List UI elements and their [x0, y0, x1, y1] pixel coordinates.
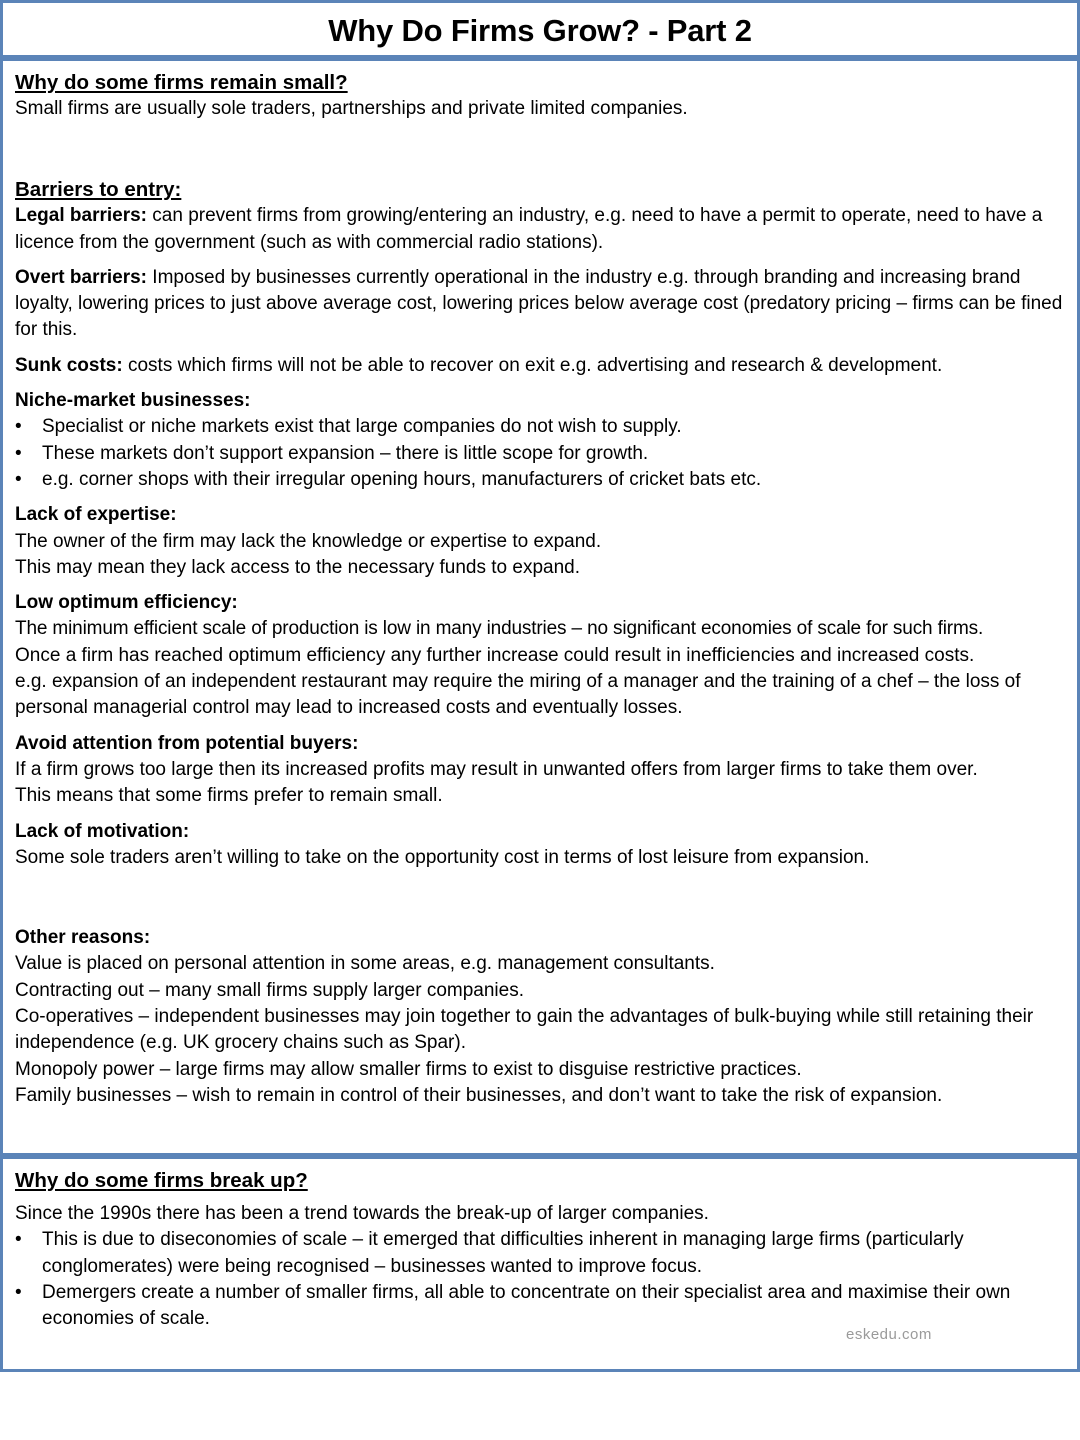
niche-heading: Niche-market businesses:	[15, 390, 251, 412]
niche-block	[15, 388, 1065, 493]
efficiency-block	[15, 590, 1065, 721]
remain-small-heading: Why do some firms remain small?	[15, 71, 348, 94]
overt-barriers-paragraph	[15, 265, 1065, 344]
legal-barriers-text: can prevent firms from growing/entering an industry, e.g. need to have a permit to operate, need to have a licence from the government (such as with commercial radio stations).	[15, 205, 1043, 253]
remain-small-section	[0, 58, 1080, 1156]
text-line: Monopoly power – large firms may allow smaller firms to exist to disguise restrictive practices.	[15, 1058, 802, 1080]
barriers-heading: Barriers to entry:	[15, 178, 182, 202]
break-up-heading: Why do some firms break up?	[15, 1169, 308, 1192]
niche-list	[15, 414, 1065, 493]
overt-barriers-label: Overt barriers:	[15, 266, 148, 288]
sunk-costs-paragraph	[15, 353, 1065, 379]
break-up-list	[15, 1227, 1065, 1332]
text-line: Once a firm has reached optimum efficiency any further increase could result in inefficiencies and increased costs.	[15, 644, 975, 666]
motivation-heading: Lack of motivation:	[15, 820, 190, 842]
text-line: If a firm grows too large then its increased profits may result in unwanted offers from larger firms to take them over.	[15, 758, 978, 780]
sunk-costs-text: costs which firms will not be able to recover on exit e.g. advertising and research & development.	[122, 354, 943, 376]
text-line: Family businesses – wish to remain in control of their businesses, and don’t want to take the risk of expansion.	[15, 1084, 943, 1106]
remain-small-intro: Small firms are usually sole traders, partnerships and private limited companies.	[15, 98, 688, 119]
legal-barriers-paragraph	[15, 203, 1065, 256]
attention-heading: Avoid attention from potential buyers:	[15, 732, 359, 754]
list-item: • Specialist or niche markets exist that large companies do not wish to supply.	[15, 414, 1065, 440]
legal-barriers-label: Legal barriers:	[15, 205, 147, 227]
text-line: Some sole traders aren’t willing to take on the opportunity cost in terms of lost leisure from expansion.	[15, 846, 870, 868]
list-item: • These markets don’t support expansion – there is little scope for growth.	[15, 441, 1065, 467]
sunk-costs-label: Sunk costs:	[15, 354, 123, 376]
list-item: • e.g. corner shops with their irregular opening hours, manufacturers of cricket bats etc.	[15, 467, 1065, 493]
other-reasons-heading: Other reasons:	[15, 927, 151, 949]
efficiency-heading: Low optimum efficiency:	[15, 592, 238, 614]
text-line: This may mean they lack access to the necessary funds to expand.	[15, 556, 581, 578]
list-item: • Demergers create a number of smaller firms, all able to concentrate on their specialist area and maximise their own economies of scale.	[15, 1280, 1065, 1333]
text-line: Co-operatives – independent businesses may join together to gain the advantages of bulk-buying while still retaining their independence (e.g. UK grocery chains such as Spar).	[15, 1006, 1034, 1054]
expertise-block	[15, 502, 1065, 581]
page-title: Why Do Firms Grow? - Part 2	[328, 13, 752, 48]
break-up-intro: Since the 1990s there has been a trend towards the break-up of larger companies.	[15, 1203, 709, 1224]
text-line: The owner of the firm may lack the knowledge or expertise to expand.	[15, 530, 602, 552]
text-line: Contracting out – many small firms supply larger companies.	[15, 979, 524, 1001]
list-item: • This is due to diseconomies of scale – it emerged that difficulties inherent in managing large firms (particularly conglomerates) were being recognised – businesses wanted to improve focus.	[15, 1227, 1065, 1280]
expertise-heading: Lack of expertise:	[15, 504, 177, 526]
text-line: The minimum efficient scale of production is low in many industries – no significant economies of scale for such firms.	[15, 618, 984, 640]
text-line: This means that some firms prefer to remain small.	[15, 785, 443, 807]
overt-barriers-text: Imposed by businesses currently operational in the industry e.g. through branding and increasing brand loyalty, lowering prices to just above average cost, lowering prices below average cost (predatory pricing – firms can be fined for this.	[15, 266, 1063, 341]
text-line: e.g. expansion of an independent restaurant may require the miring of a manager and the training of a chef – the loss of personal managerial control may lead to increased costs and eventually losses.	[15, 671, 1021, 719]
site-watermark: eskedu.com	[846, 1326, 932, 1343]
text-line: Value is placed on personal attention in some areas, e.g. management consultants.	[15, 953, 715, 975]
title-box	[0, 0, 1080, 58]
other-reasons-block	[15, 925, 1065, 1109]
attention-block	[15, 731, 1065, 810]
motivation-block	[15, 819, 1065, 872]
